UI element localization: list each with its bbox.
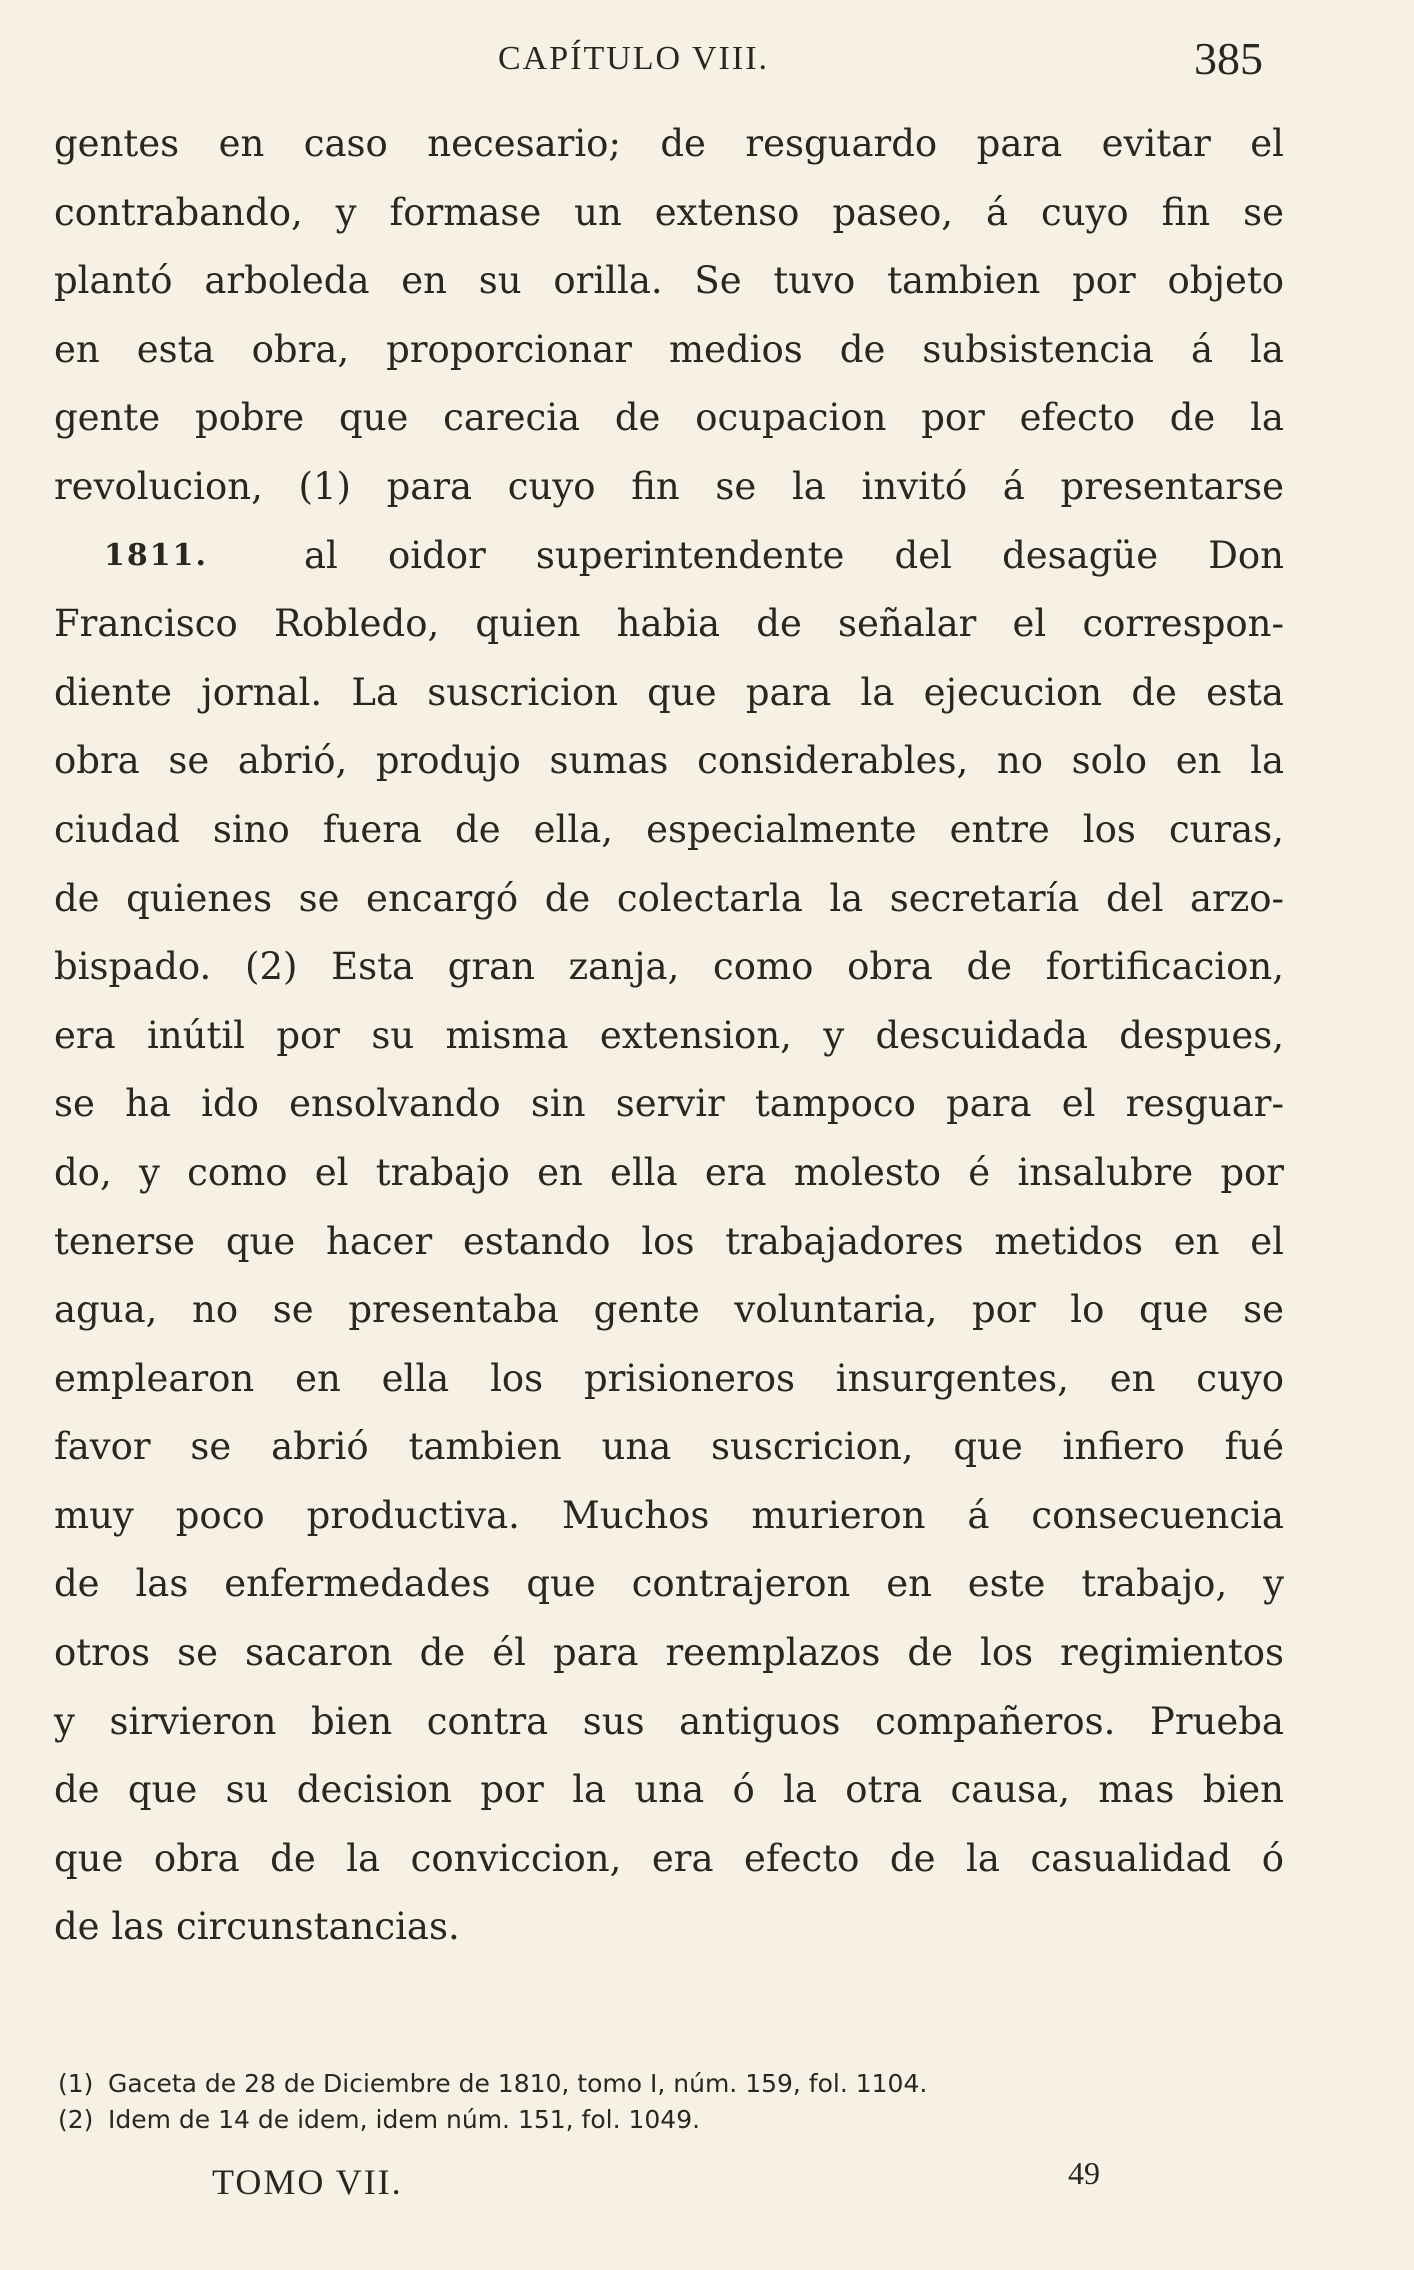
page-number: 385 — [1194, 33, 1263, 84]
footnote-text: Gaceta de 28 de Diciembre de 1810, tomo I, núm. 159, fol. 1104. — [108, 2069, 928, 2098]
line-text: en esta obra, proporcionar medios de subsistencia á la — [54, 327, 1284, 371]
line-text: plantó arboleda en su orilla. Se tuvo tambien por objeto — [54, 259, 1284, 303]
footnote-marker: (1) — [58, 2069, 94, 2098]
text-line — [54, 1825, 1284, 1894]
text-line — [54, 110, 1284, 179]
line-text: de quienes se encargó de colectarla la secretaría del arzo- — [54, 876, 1284, 920]
line-text: gente pobre que carecia de ocupacion por efecto de la — [54, 396, 1284, 440]
line-text: otros se sacaron de él para reemplazos de los regimientos — [54, 1631, 1284, 1675]
body-text — [54, 110, 1284, 1962]
line-text: se ha ido ensolvando sin servir tampoco para el resguar- — [54, 1082, 1284, 1126]
text-line — [54, 796, 1284, 865]
text-line — [54, 1688, 1284, 1757]
text-line — [54, 1413, 1284, 1482]
footnote-text: Idem de 14 de idem, idem núm. 151, fol. 1049. — [108, 2105, 701, 2134]
signature-line — [0, 2155, 1414, 2215]
text-line — [54, 1276, 1284, 1345]
line-text: revolucion, (1) para cuyo fin se la invitó á presentarse — [54, 464, 1284, 508]
text-line — [54, 1139, 1284, 1208]
line-text: y sirvieron bien contra sus antiguos compañeros. Prueba — [54, 1699, 1284, 1743]
line-text: muy poco productiva. Muchos murieron á consecuencia — [54, 1493, 1284, 1537]
line-text: emplearon en ella los prisioneros insurgentes, en cuyo — [54, 1356, 1284, 1400]
text-line — [54, 1345, 1284, 1414]
text-line — [54, 1756, 1284, 1825]
text-line — [54, 659, 1284, 728]
text-line — [54, 590, 1284, 659]
line-text: ciudad sino fuera de ella, especialmente entre los curas, — [54, 807, 1284, 851]
text-line — [54, 384, 1284, 453]
text-line — [54, 1002, 1284, 1071]
text-line — [54, 865, 1284, 934]
footnote-marker: (2) — [58, 2105, 94, 2134]
signature-mark: 49 — [1068, 2155, 1100, 2191]
text-line — [54, 247, 1284, 316]
chapter-heading: CAPÍTULO VIII. — [498, 40, 770, 77]
text-line — [54, 316, 1284, 385]
text-line — [54, 1619, 1284, 1688]
text-line — [54, 453, 1284, 522]
line-text: de que su decision por la una ó la otra causa, mas bien — [54, 1768, 1284, 1812]
line-text: Francisco Robledo, quien habia de señalar el correspon- — [54, 602, 1284, 646]
text-line — [54, 1482, 1284, 1551]
line-text: diente jornal. La suscricion que para la ejecucion de esta — [54, 670, 1284, 714]
text-line — [54, 1208, 1284, 1277]
text-line — [54, 727, 1284, 796]
footnote — [58, 2066, 1228, 2102]
line-text: do, y como el trabajo en ella era molesto é insalubre por — [54, 1150, 1284, 1194]
line-text: agua, no se presentaba gente voluntaria, por lo que se — [54, 1288, 1284, 1332]
text-line — [54, 1893, 1284, 1962]
text-line — [54, 933, 1284, 1002]
footnote — [58, 2102, 1228, 2138]
text-line — [54, 1070, 1284, 1139]
text-line — [54, 522, 1284, 591]
line-text: gentes en caso necesario; de resguardo para evitar el — [54, 122, 1284, 165]
text-line — [54, 1550, 1284, 1619]
line-text: era inútil por su misma extension, y descuidada despues, — [54, 1013, 1284, 1057]
volume-label: TOMO VII. — [212, 2162, 403, 2202]
footnotes — [58, 2066, 1228, 2138]
running-head — [0, 32, 1414, 82]
line-text: de las enfermedades que contrajeron en este trabajo, y — [54, 1562, 1284, 1606]
line-text: bispado. (2) Esta gran zanja, como obra de fortificacion, — [54, 945, 1284, 989]
line-text: contrabando, y formase un extenso paseo, á cuyo fin se — [54, 190, 1284, 234]
line-text: favor se abrió tambien una suscricion, que infiero fué — [54, 1425, 1284, 1469]
text-line — [54, 179, 1284, 248]
margin-year-note: 1811. — [104, 537, 208, 573]
line-text: obra se abrió, produjo sumas considerables, no solo en la — [54, 739, 1284, 783]
line-text: que obra de la conviccion, era efecto de la casualidad ó — [54, 1836, 1284, 1880]
line-text: tenerse que hacer estando los trabajadores metidos en el — [54, 1219, 1284, 1263]
line-text: al oidor superintendente del desagüe Don — [304, 533, 1284, 577]
line-text: de las circunstancias. — [54, 1905, 460, 1949]
